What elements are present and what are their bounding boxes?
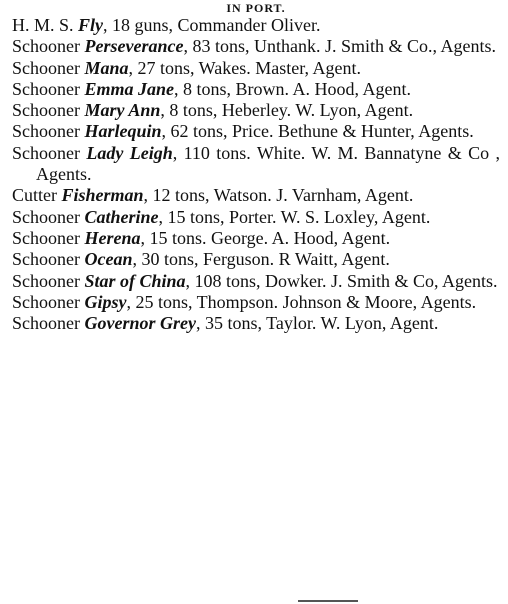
vessel-entry: Schooner Emma Jane, 8 tons, Brown. A. Hood, Agent.	[12, 78, 412, 99]
section-heading: IN PORT.	[226, 1, 286, 15]
vessel-name: Harlequin	[84, 121, 162, 142]
vessel-entry: Schooner Catherine, 15 tons, Porter. W. S. Loxley, Agent.	[12, 206, 431, 227]
vessel-name: Catherine	[84, 206, 159, 227]
vessel-name: Fly	[78, 15, 104, 35]
vessel-entry: Cutter Fisherman, 12 tons, Watson. J. Varnham, Agent.	[12, 185, 414, 206]
vessel-entry: Schooner Star of China, 108 tons, Dowker. J. Smith & Co, Agents.	[12, 270, 498, 291]
vessel-name: Governor Grey	[84, 313, 196, 334]
vessel-entry: Schooner Herena, 15 tons. George. A. Hood, Agent.	[12, 227, 391, 248]
vessel-entry: Schooner Perseverance, 83 tons, Unthank. J. Smith & Co., Agents.	[12, 36, 496, 57]
vessel-entry: Schooner Lady Leigh, 110 tons. White. W. M. Bannatyne & Co , Agents.	[12, 142, 501, 185]
vessel-name: Perseverance	[84, 36, 184, 57]
vessel-entry: Schooner Gipsy, 25 tons, Thompson. Johnson & Moore, Agents.	[12, 291, 477, 312]
vessel-name: Gipsy	[84, 291, 127, 312]
vessel-name: Herena	[84, 227, 141, 248]
vessel-name: Emma Jane	[84, 78, 174, 99]
vessel-entry: H. M. S. Fly, 18 guns, Commander Oliver.	[12, 15, 321, 35]
vessel-list	[12, 15, 500, 334]
vessel-entry: Schooner Harlequin, 62 tons, Price. Bethune & Hunter, Agents.	[12, 121, 474, 142]
vessel-entry: Schooner Ocean, 30 tons, Ferguson. R Waitt, Agent.	[12, 249, 390, 270]
vessel-entry: Schooner Mana, 27 tons, Wakes. Master, Agent.	[12, 57, 361, 78]
vessel-entry: Schooner Mary Ann, 8 tons, Heberley. W. Lyon, Agent.	[12, 100, 414, 121]
vessel-name: Ocean	[84, 249, 133, 270]
section-divider	[298, 600, 358, 602]
vessel-name: Star of China	[84, 270, 186, 291]
vessel-name: Mary Ann	[84, 100, 161, 121]
vessel-entry: Schooner Governor Grey, 35 tons, Taylor. W. Lyon, Agent.	[12, 313, 439, 334]
vessel-name: Mana	[84, 57, 129, 78]
vessel-name: Lady Leigh	[86, 142, 173, 163]
vessel-name: Fisherman	[61, 185, 144, 206]
